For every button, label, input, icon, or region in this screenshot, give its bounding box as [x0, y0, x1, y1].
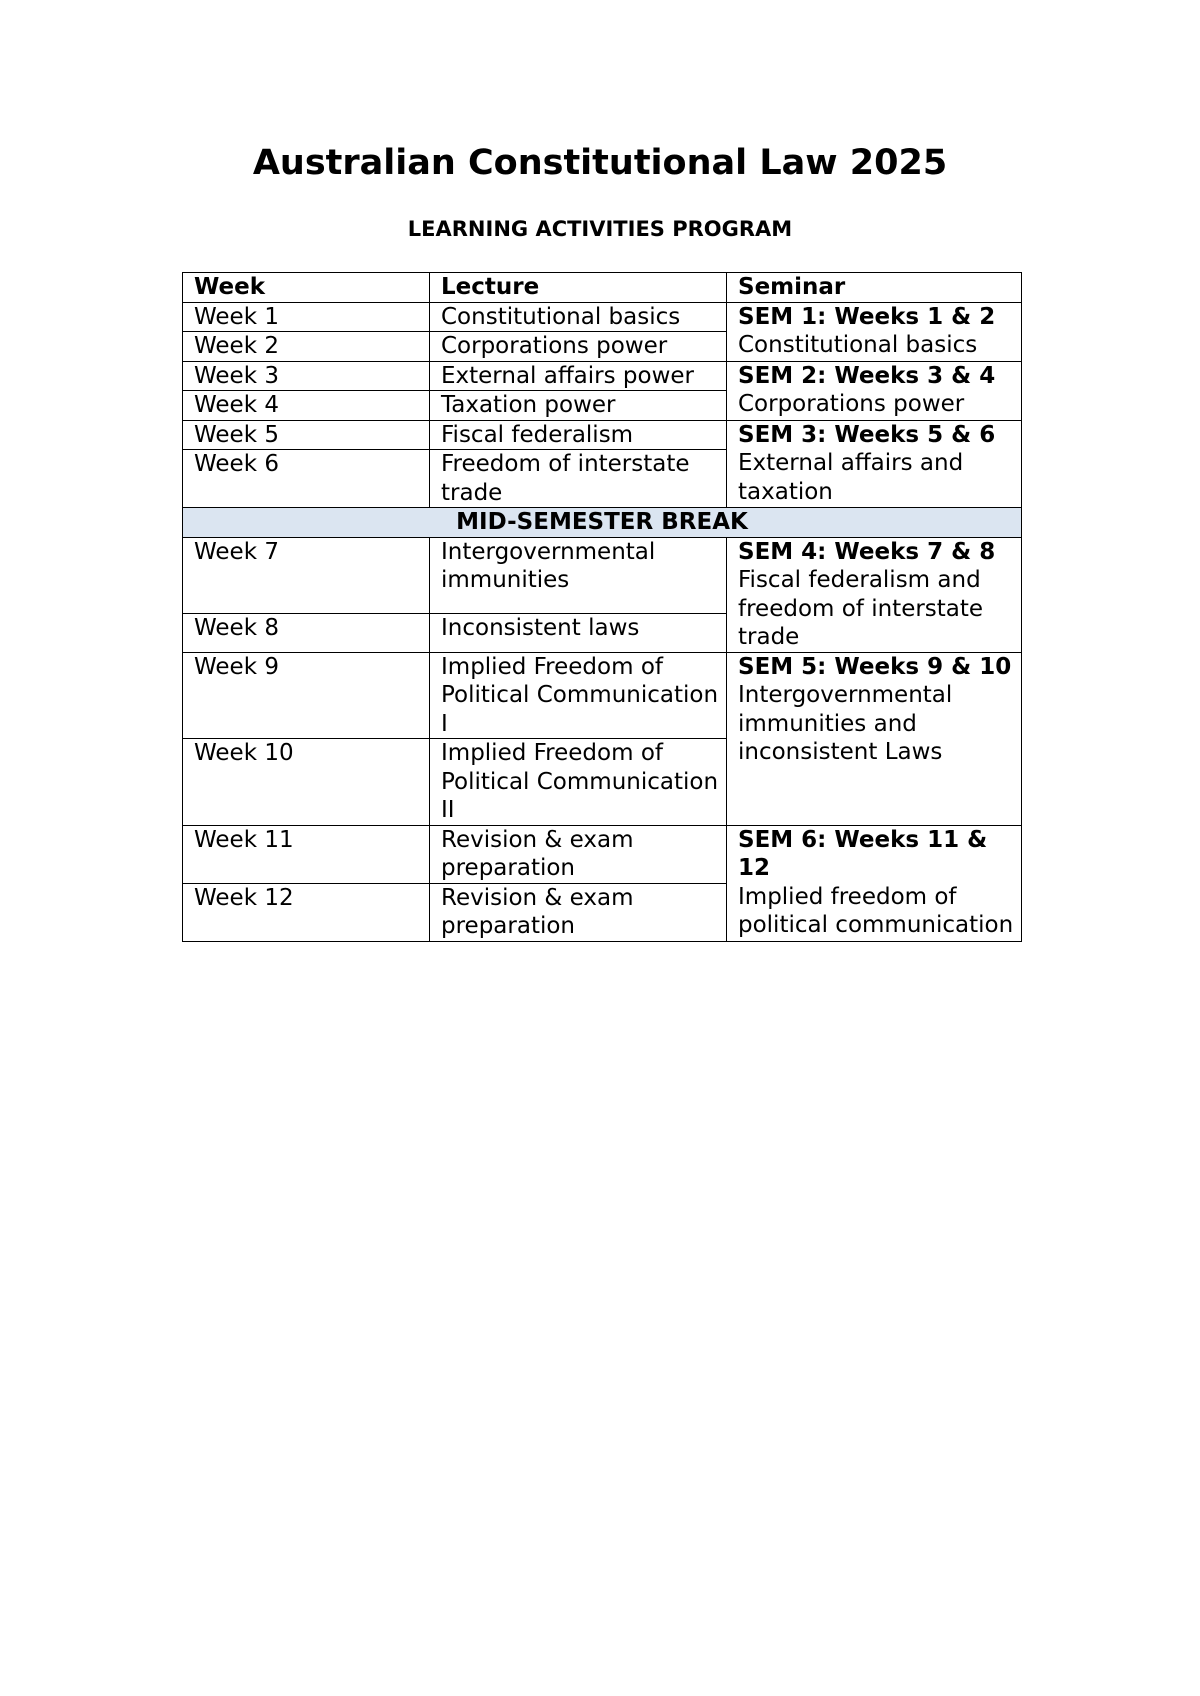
lecture-cell: Revision & exam preparation — [430, 825, 727, 883]
week-cell: Week 2 — [183, 332, 430, 362]
week-cell: Week 7 — [183, 537, 430, 613]
lecture-cell: Taxation power — [430, 391, 727, 421]
seminar-topic: Fiscal federalism and freedom of interstate trade — [738, 567, 984, 650]
seminar-topic: External affairs and taxation — [738, 450, 964, 505]
week-cell: Week 4 — [183, 391, 430, 421]
table-row — [183, 361, 1022, 391]
seminar-heading: SEM 2: Weeks 3 & 4 — [738, 362, 996, 389]
seminar-cell — [727, 361, 1022, 420]
lecture-cell: Revision & exam preparation — [430, 883, 727, 941]
mid-semester-break-row — [183, 508, 1022, 538]
table-row — [183, 302, 1022, 332]
seminar-cell — [727, 537, 1022, 652]
lecture-cell: External affairs power — [430, 361, 727, 391]
table-row — [183, 420, 1022, 450]
seminar-cell — [727, 652, 1022, 825]
seminar-topic: Implied freedom of political communication — [738, 883, 1014, 938]
seminar-heading: SEM 5: Weeks 9 & 10 — [738, 653, 1012, 680]
week-cell: Week 11 — [183, 825, 430, 883]
seminar-heading: SEM 4: Weeks 7 & 8 — [738, 538, 996, 565]
lecture-cell: Freedom of interstate trade — [430, 450, 727, 508]
lecture-cell: Intergovernmental immunities — [430, 537, 727, 613]
document-subtitle: LEARNING ACTIVITIES PROGRAM — [407, 217, 793, 241]
lecture-cell: Constitutional basics — [430, 302, 727, 332]
lecture-cell: Implied Freedom of Political Communication II — [430, 739, 727, 826]
week-cell: Week 8 — [183, 613, 430, 652]
week-cell: Week 5 — [183, 420, 430, 450]
week-cell: Week 9 — [183, 652, 430, 739]
seminar-topic: Intergovernmental immunities and inconsistent Laws — [738, 682, 953, 765]
lecture-column-header: Lecture — [430, 273, 727, 303]
week-cell: Week 1 — [183, 302, 430, 332]
learning-activities-table — [182, 272, 1022, 942]
seminar-heading: SEM 6: Weeks 11 & 12 — [738, 826, 988, 881]
lecture-cell: Implied Freedom of Political Communication I — [430, 652, 727, 739]
seminar-heading: SEM 3: Weeks 5 & 6 — [738, 421, 996, 448]
mid-semester-break-label: MID-SEMESTER BREAK — [183, 508, 1022, 538]
week-column-header: Week — [183, 273, 430, 303]
table-row — [183, 652, 1022, 739]
week-cell: Week 6 — [183, 450, 430, 508]
lecture-cell: Corporations power — [430, 332, 727, 362]
lecture-cell: Inconsistent laws — [430, 613, 727, 652]
lecture-cell: Fiscal federalism — [430, 420, 727, 450]
seminar-column-header: Seminar — [727, 273, 1022, 303]
seminar-heading: SEM 1: Weeks 1 & 2 — [738, 303, 996, 330]
table-row — [183, 825, 1022, 883]
seminar-cell — [727, 420, 1022, 508]
week-cell: Week 3 — [183, 361, 430, 391]
table-header-row — [183, 273, 1022, 303]
seminar-cell — [727, 825, 1022, 941]
seminar-topic: Constitutional basics — [738, 332, 978, 358]
table-row — [183, 537, 1022, 613]
week-cell: Week 10 — [183, 739, 430, 826]
document-title: Australian Constitutional Law 2025 — [252, 143, 948, 183]
seminar-topic: Corporations power — [738, 391, 965, 417]
week-cell: Week 12 — [183, 883, 430, 941]
seminar-cell — [727, 302, 1022, 361]
